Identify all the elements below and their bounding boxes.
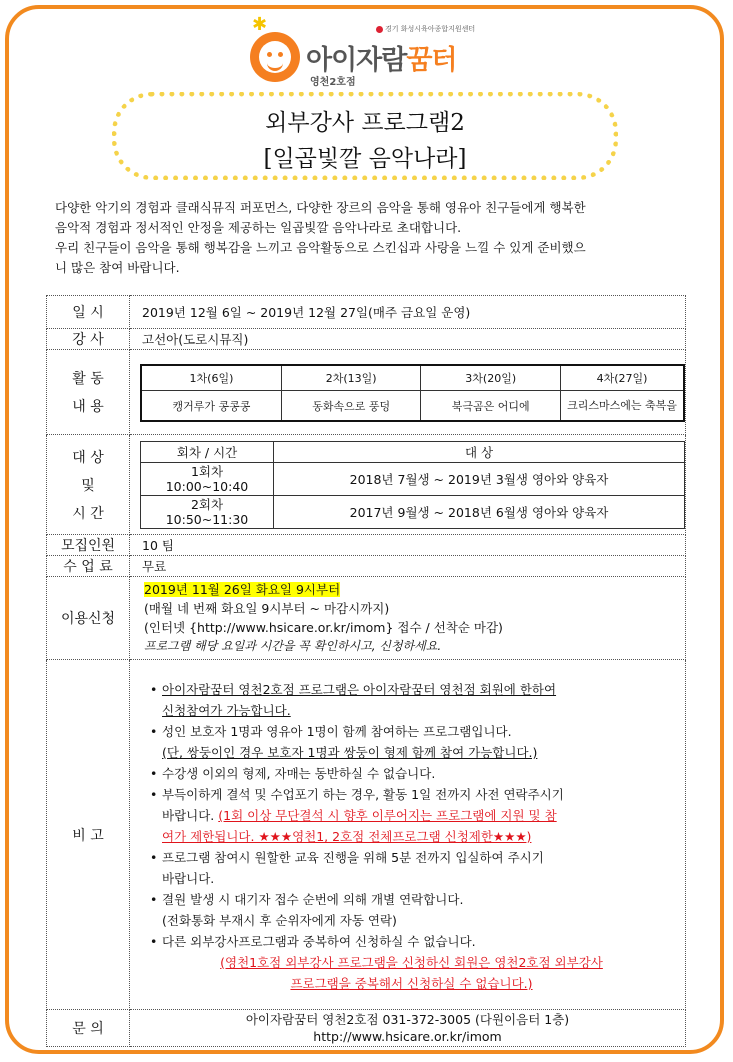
capacity-value: 10 팀: [130, 535, 686, 556]
list-item: • 부득이하게 결석 및 수업포기 하는 경우, 활동 1일 전까지 사전 연락주시기 바랍니다. (1회 이상 무단결석 시 향후 이루어지는 프로그램에 지원 및 참 여가 제한됩니다. ★★★영천1, 2호점 전체프로그램 신청제한★★★): [150, 787, 564, 844]
intro-text: 다양한 악기의 경험과 클래식뮤직 퍼포먼스, 다양한 장르의 음악을 통해 영유아 친구들에게 행복한 음악적 경험과 정서적인 안정을 제공하는 일곱빛깔 음악나라로 초대합니다. 우리 친구들이 음악을 통해 행복감을 느끼고 음악활동으로 스킨십과 사랑을 느낄 수 있게 준비했으 니 많은 참여 바랍니다.: [55, 200, 586, 275]
apply-notice: 프로그램 해당 요일과 시간을 꼭 확인하시고, 신청하세요.: [144, 639, 442, 653]
target-label: 대 상 및 시 간: [47, 435, 130, 535]
group-target: 2018년 7월생 ~ 2019년 3월생 영아와 양육자: [274, 462, 685, 495]
logo-center-name: 경기 화성시육아종합지원센터: [376, 24, 475, 34]
eye-icon: [278, 52, 283, 57]
apply-start: 2019년 11월 26일 화요일 9시부터: [144, 582, 341, 597]
activity-label: 활 동 내 용: [47, 350, 130, 435]
target-table: [140, 441, 685, 529]
apply-row: [47, 577, 686, 660]
group-round: 2회차: [190, 496, 224, 512]
group-target: 2017년 9월생 ~ 2018년 6월생 영아와 양육자: [274, 495, 685, 528]
instructor-value: 고선아(도로시뮤직): [130, 329, 686, 350]
target-header-row: [141, 441, 685, 462]
contact-row: [47, 1010, 686, 1047]
fee-label: 수 업 료: [47, 556, 130, 577]
remarks-row: [47, 660, 686, 1010]
remarks-cell: [130, 660, 686, 1010]
contact-cell: [130, 1010, 686, 1047]
list-item: • 결원 발생 시 대기자 접수 순번에 의해 개별 연락합니다. (전화통화 부재시 후 순위자에게 자동 연락): [150, 892, 464, 928]
remarks-label: 비 고: [47, 660, 130, 1010]
smiley-face-icon: [250, 32, 300, 82]
apply-schedule: (매월 네 번째 화요일 9시부터 ~ 마감시까지): [144, 601, 390, 616]
session-round: 3차(20일): [421, 365, 561, 391]
date-row: [47, 296, 686, 329]
star-icon: ✱: [252, 14, 268, 35]
group-round: 1회차: [190, 463, 224, 479]
fee-row: [47, 556, 686, 577]
session-content: 캥거루가 콩콩콩: [141, 391, 281, 421]
target-group-row: [141, 495, 685, 528]
remarks-list: [138, 679, 685, 994]
logo-branch: 영천2호점: [310, 77, 356, 88]
list-item: (영천1호점 외부강사 프로그램을 신청하신 회원은 영천2호점 외부강사 프로그램을 중복해서 신청하실 수 없습니다.): [220, 955, 603, 991]
logo-name: 아이자람꿈터: [306, 45, 457, 76]
list-item: • 아이자람꿈터 영천2호점 프로그램은 아이자람꿈터 영천점 회원에 한하여 신청참여가 가능합니다.: [150, 682, 557, 718]
header-target: 대 상: [274, 441, 685, 462]
instructor-row: [47, 329, 686, 350]
capacity-label: 모집인원: [47, 535, 130, 556]
list-item: • 프로그램 참여시 원할한 교육 진행을 위해 5분 전까지 입실하여 주시기 바랍니다.: [150, 850, 544, 886]
instructor-label: 강 사: [47, 329, 130, 350]
target-group-row: [141, 462, 685, 495]
activity-cell: [130, 350, 686, 435]
list-item: • 성인 보호자 1명과 영유아 1명이 함께 참여하는 프로그램입니다. (단, 쌍둥이인 경우 보호자 1명과 쌍둥이 형제 함께 참여 가능합니다.): [150, 724, 538, 760]
capacity-row: [47, 535, 686, 556]
apply-cell: [130, 577, 686, 660]
list-item: • 수강생 이외의 형제, 자매는 동반하실 수 없습니다.: [150, 766, 436, 781]
session-content: 크리스마스에는 축복을: [561, 391, 685, 421]
eye-icon: [267, 52, 272, 57]
session-round: 1차(6일): [141, 365, 281, 391]
contact-info: 아이자람꿈터 영천2호점 031-372-3005 (다원이음터 1층): [245, 1012, 570, 1027]
fee-value: 무료: [130, 556, 686, 577]
session-content: 동화속으로 풍덩: [281, 391, 421, 421]
logo: [250, 14, 490, 90]
apply-label: 이용신청: [47, 577, 130, 660]
info-table: [46, 295, 686, 1047]
date-value: 2019년 12월 6일 ~ 2019년 12월 27일(매주 금요일 운영): [130, 296, 686, 329]
group-time: 10:50~11:30: [165, 511, 249, 527]
target-cell: [130, 435, 686, 535]
list-item: • 다른 외부강사프로그램과 중복하여 신청하실 수 없습니다.: [150, 934, 476, 949]
session-content: 북극곰은 어디에: [421, 391, 561, 421]
activity-round-row: [141, 365, 684, 391]
activity-table: [140, 364, 685, 422]
activity-row: [47, 350, 686, 435]
group-time: 10:00~10:40: [165, 478, 249, 494]
title-box: [112, 92, 618, 180]
date-label: 일 시: [47, 296, 130, 329]
apply-method: (인터넷 {http://www.hsicare.or.kr/imom} 접수 / 선착순 마감): [144, 620, 503, 635]
target-row: [47, 435, 686, 535]
page-subtitle: [일곱빛깔 음악나라]: [263, 146, 467, 172]
contact-url[interactable]: http://www.hsicare.or.kr/imom: [313, 1029, 502, 1044]
session-round: 2차(13일): [281, 365, 421, 391]
page-title: 외부강사 프로그램2: [265, 110, 465, 136]
center-logo-icon: [376, 26, 383, 33]
contact-label: 문 의: [47, 1010, 130, 1047]
header-time: 회차 / 시간: [141, 441, 274, 462]
session-round: 4차(27일): [561, 365, 685, 391]
activity-content-row: [141, 391, 684, 421]
mouth-icon: [267, 60, 283, 71]
